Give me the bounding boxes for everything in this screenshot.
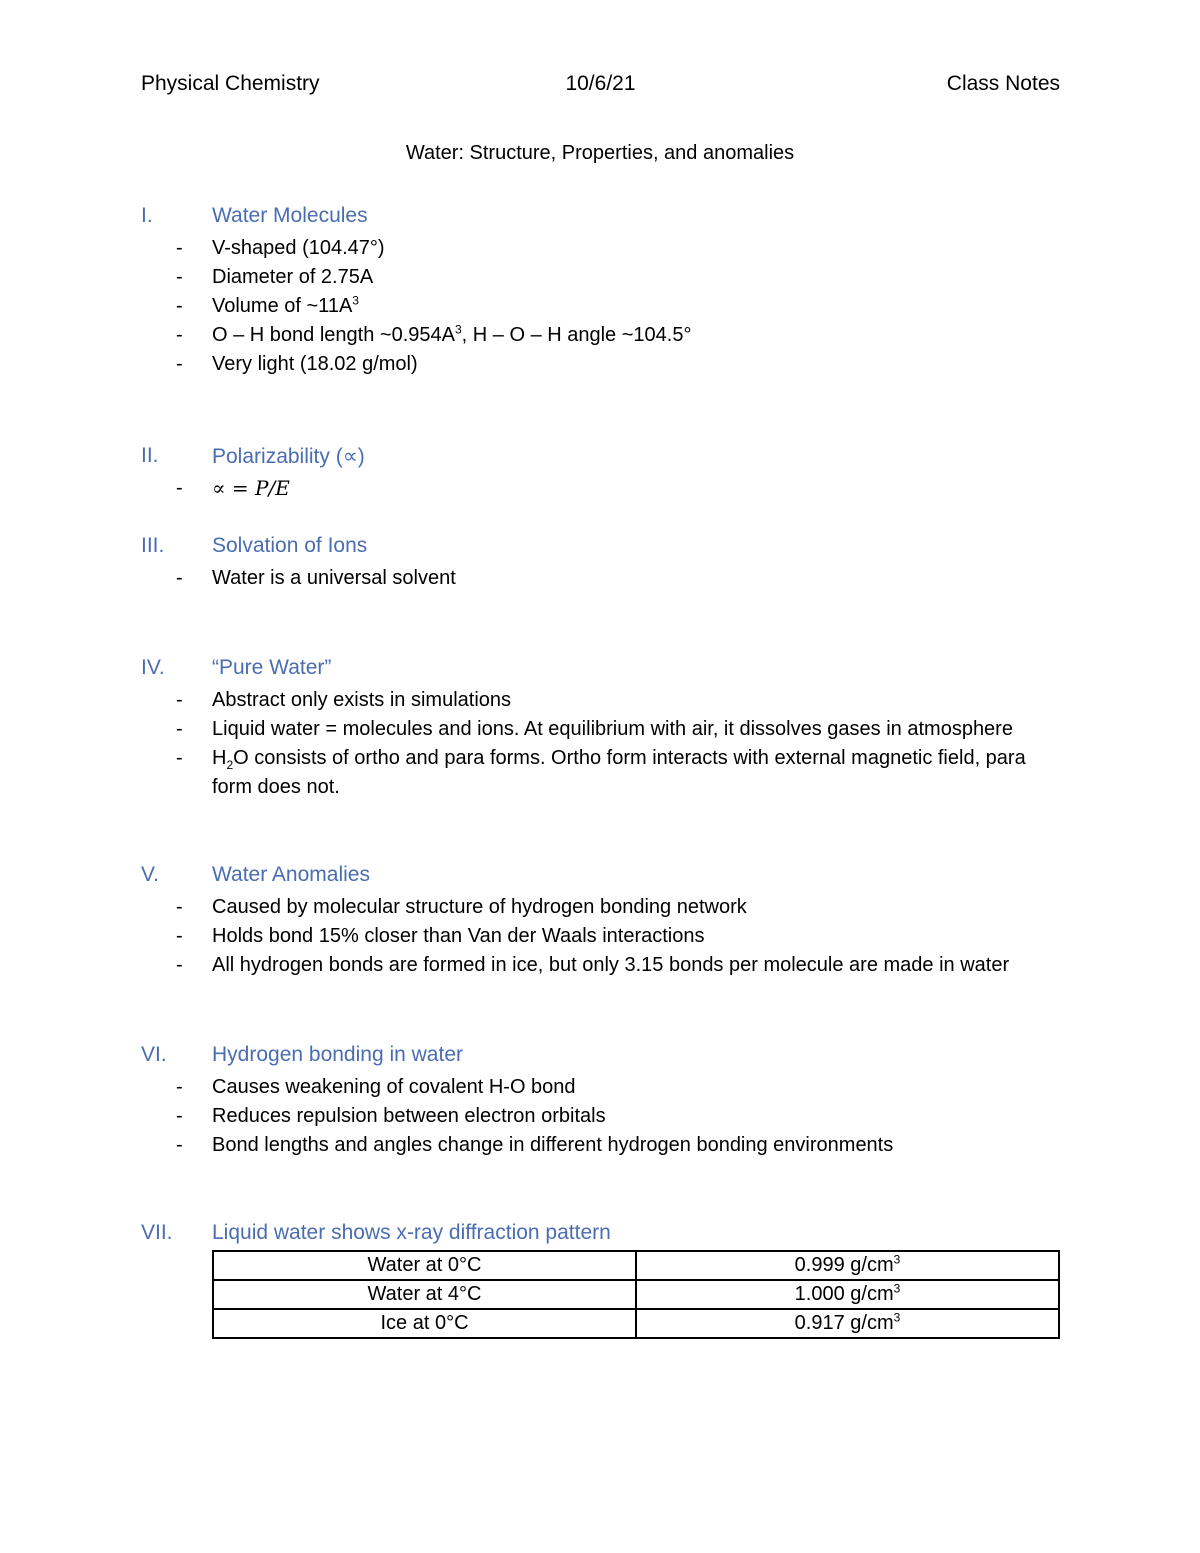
list-item xyxy=(141,321,1061,350)
bullet-text: Bond lengths and angles change in different hydrogen bonding environments xyxy=(212,1134,894,1156)
bullet-dash: - xyxy=(176,925,183,947)
bullet-dash: - xyxy=(176,747,183,769)
table-row xyxy=(213,1280,1059,1309)
section-title: Hydrogen bonding in water xyxy=(212,1043,463,1066)
bullet-dash: - xyxy=(176,295,183,317)
table-cell-label: Water at 0°C xyxy=(213,1251,636,1280)
bullet-dash: - xyxy=(176,896,183,918)
table-row xyxy=(213,1251,1059,1280)
bullet-text: V-shaped (104.47°) xyxy=(212,237,385,259)
bullet-dash: - xyxy=(176,689,183,711)
bullet-text: Abstract only exists in simulations xyxy=(212,689,512,711)
bullet-list xyxy=(141,686,1061,802)
section-heading xyxy=(141,656,1061,686)
page-header xyxy=(141,72,1060,102)
superscript: 3 xyxy=(893,1310,901,1325)
section-water-molecules xyxy=(141,204,1061,379)
list-item xyxy=(141,922,1061,951)
list-item xyxy=(141,474,1061,504)
bullet-list xyxy=(141,474,1061,504)
section-solvation xyxy=(141,534,1061,593)
section-title: Water Anomalies xyxy=(212,863,370,886)
section-title: Liquid water shows x-ray diffraction pattern xyxy=(212,1221,611,1244)
bullet-text: Diameter of 2.75A xyxy=(212,266,374,288)
section-number: III. xyxy=(141,534,165,557)
bullet-list xyxy=(141,1073,1061,1160)
section-heading xyxy=(141,1043,1061,1073)
section-number: I. xyxy=(141,204,153,227)
bullet-text: Caused by molecular structure of hydrogen bonding network xyxy=(212,896,747,918)
section-heading xyxy=(141,204,1061,234)
superscript: 3 xyxy=(352,293,359,308)
list-item xyxy=(141,234,1061,263)
superscript: 3 xyxy=(893,1281,901,1296)
bullet-list xyxy=(141,234,1061,379)
bullet-dash: - xyxy=(176,1076,183,1098)
bullet-dash: - xyxy=(176,353,183,375)
section-pure-water xyxy=(141,656,1061,802)
table-row xyxy=(213,1309,1059,1338)
bullet-text: All hydrogen bonds are formed in ice, but only 3.15 bonds per molecule are made in water xyxy=(212,954,1010,976)
superscript: 3 xyxy=(454,322,462,337)
list-item xyxy=(141,893,1061,922)
density-value: 0.917 g/cm xyxy=(794,1312,894,1334)
section-title: “Pure Water” xyxy=(212,656,332,679)
bullet-text-continued: , H – O – H angle ~104.5° xyxy=(461,324,692,346)
bullet-dash: - xyxy=(176,567,183,589)
bullet-dash: - xyxy=(176,266,183,288)
header-label: Class Notes xyxy=(946,72,1060,95)
bullet-text: O – H bond length ~0.954A xyxy=(212,324,455,346)
section-polarizability xyxy=(141,444,1061,504)
bullet-text: Water is a universal solvent xyxy=(212,567,456,589)
section-number: II. xyxy=(141,444,159,467)
bullet-text-continued: O consists of ortho and para forms. Ortho form interacts with external magnetic field, para form does not. xyxy=(212,747,1026,798)
bullet-text: Causes weakening of covalent H-O bond xyxy=(212,1076,576,1098)
list-item xyxy=(141,744,1061,802)
list-item xyxy=(141,263,1061,292)
bullet-dash: - xyxy=(176,1105,183,1127)
header-date: 10/6/21 xyxy=(565,72,636,95)
subscript: 2 xyxy=(226,758,234,772)
bullet-dash: - xyxy=(176,324,183,346)
list-item xyxy=(141,686,1061,715)
section-heading xyxy=(141,444,1061,474)
section-number: VI. xyxy=(141,1043,167,1066)
section-heading xyxy=(141,1221,1061,1251)
list-item xyxy=(141,715,1061,744)
bullet-dash: - xyxy=(176,718,183,740)
list-item xyxy=(141,1073,1061,1102)
bullet-dash: - xyxy=(176,477,183,499)
density-table xyxy=(212,1250,1060,1339)
section-number: VII. xyxy=(141,1221,173,1244)
section-number: IV. xyxy=(141,656,165,679)
section-title: Water Molecules xyxy=(212,204,368,227)
bullet-text: Reduces repulsion between electron orbitals xyxy=(212,1105,606,1127)
table-cell-label: Water at 4°C xyxy=(213,1280,636,1309)
bullet-dash: - xyxy=(176,237,183,259)
section-title: Polarizability (∝) xyxy=(212,445,365,468)
section-heading xyxy=(141,863,1061,893)
bullet-text: Volume of ~11A xyxy=(212,295,353,317)
list-item xyxy=(141,951,1061,980)
table-cell-value xyxy=(636,1309,1059,1338)
table-cell-value xyxy=(636,1251,1059,1280)
section-heading xyxy=(141,534,1061,564)
density-value: 0.999 g/cm xyxy=(794,1254,894,1276)
density-value: 1.000 g/cm xyxy=(794,1283,894,1305)
section-number: V. xyxy=(141,863,159,886)
header-course: Physical Chemistry xyxy=(141,72,320,95)
superscript: 3 xyxy=(893,1252,901,1267)
section-water-anomalies xyxy=(141,863,1061,980)
document-title: Water: Structure, Properties, and anomalies xyxy=(405,142,795,164)
list-item xyxy=(141,1102,1061,1131)
section-hydrogen-bonding xyxy=(141,1043,1061,1160)
bullet-text: Liquid water = molecules and ions. At equilibrium with air, it dissolves gases in atmosphere xyxy=(212,718,1013,740)
bullet-list xyxy=(141,893,1061,980)
list-item xyxy=(141,350,1061,379)
bullet-list xyxy=(141,564,1061,593)
table-cell-label: Ice at 0°C xyxy=(213,1309,636,1338)
table-cell-value xyxy=(636,1280,1059,1309)
bullet-text: Holds bond 15% closer than Van der Waals interactions xyxy=(212,925,705,947)
list-item xyxy=(141,1131,1061,1160)
bullet-dash: - xyxy=(176,954,183,976)
bullet-dash: - xyxy=(176,1134,183,1156)
polarizability-equation: ∝ = P/E xyxy=(212,476,290,500)
bullet-text: H xyxy=(212,747,227,769)
bullet-text: Very light (18.02 g/mol) xyxy=(212,353,418,375)
section-xray-diffraction xyxy=(141,1221,1061,1251)
list-item xyxy=(141,292,1061,321)
list-item xyxy=(141,564,1061,593)
section-title: Solvation of Ions xyxy=(212,534,368,557)
